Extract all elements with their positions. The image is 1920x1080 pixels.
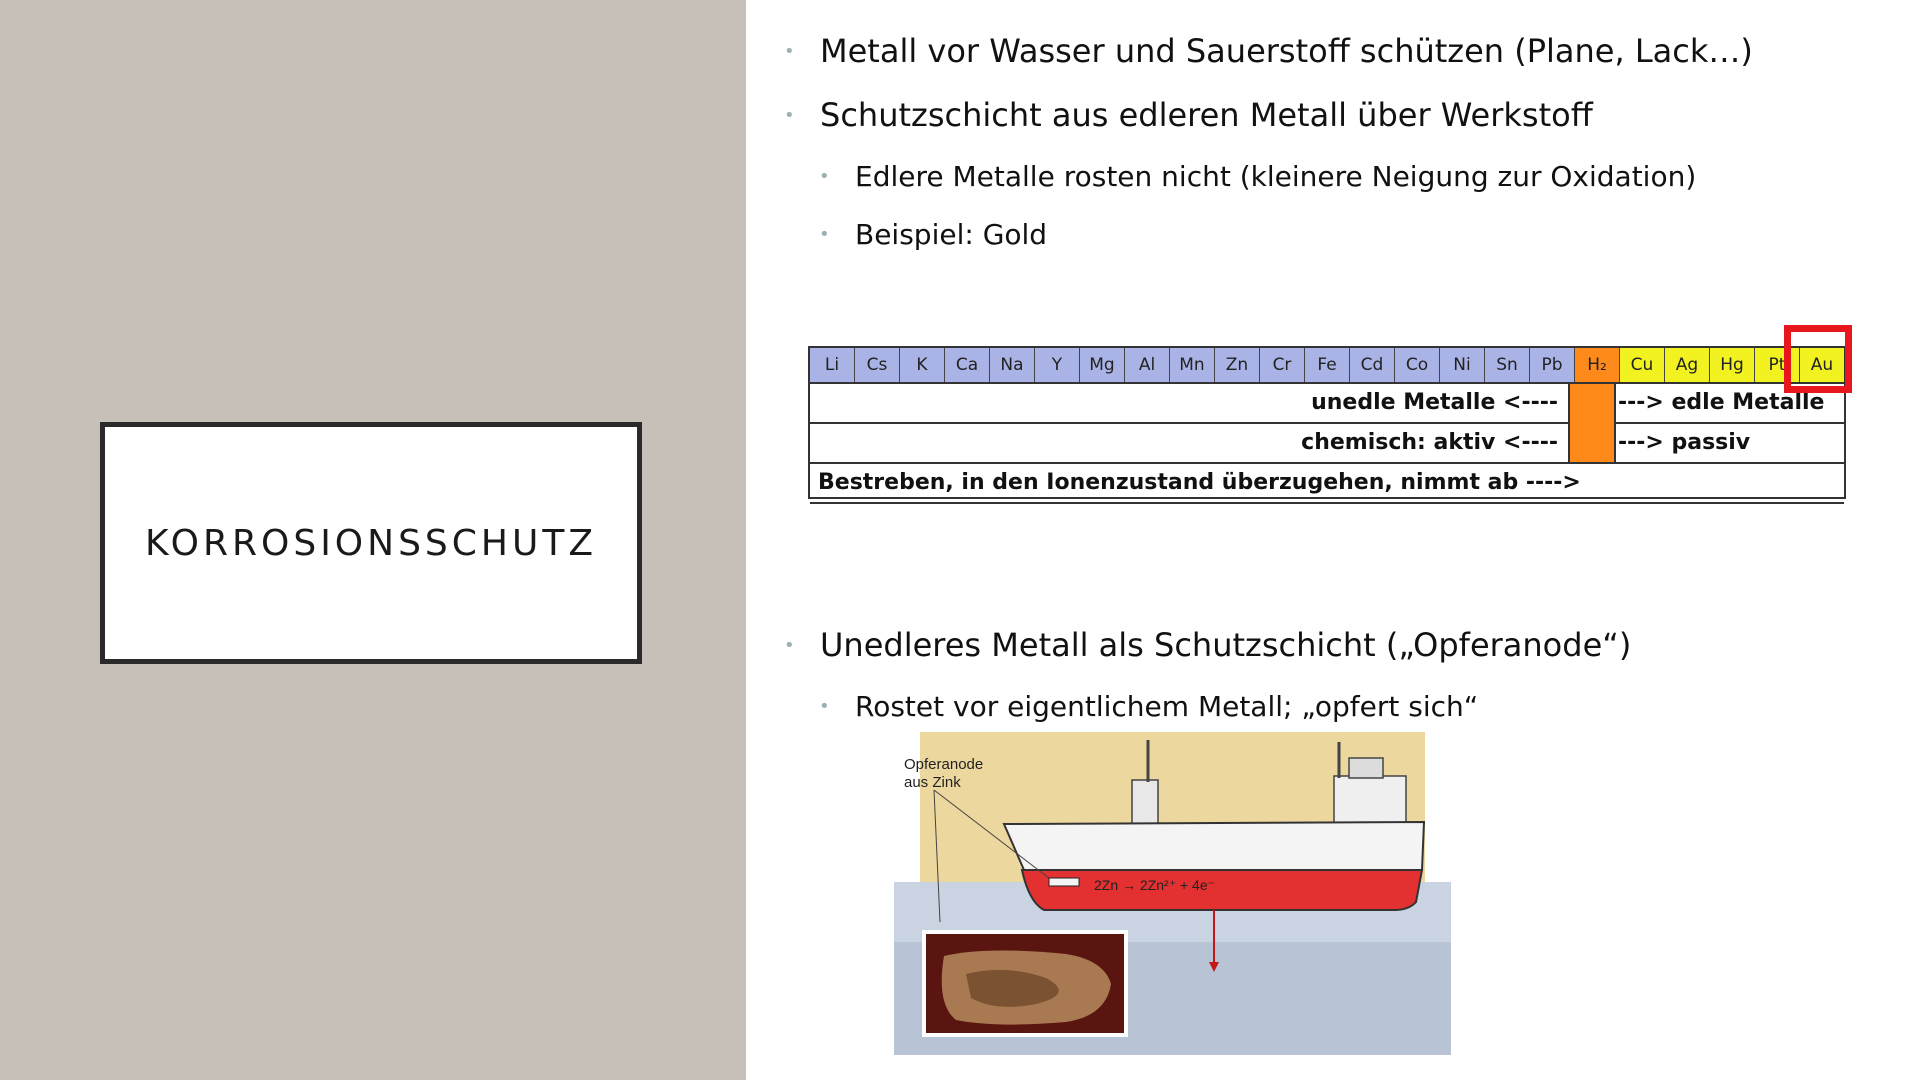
bullet-1: [784, 32, 1753, 70]
element-cell: Hg: [1710, 348, 1755, 382]
element-cell: Au: [1800, 348, 1844, 382]
element-cell: Cd: [1350, 348, 1395, 382]
element-cell: Ag: [1665, 348, 1710, 382]
bullet-dot-icon: •: [819, 696, 830, 717]
element-cell: Sn: [1485, 348, 1530, 382]
element-cell: Al: [1125, 348, 1170, 382]
series-row-tendency: [810, 464, 1844, 504]
zinc-anode-block: [1049, 878, 1079, 886]
bullet-dot-icon: •: [819, 166, 830, 187]
element-cell: Pt: [1755, 348, 1800, 382]
bridge-top: [1349, 758, 1383, 778]
sub-bullet-1: [819, 160, 1697, 193]
element-cell: Cr: [1260, 348, 1305, 382]
bullet-3: [784, 626, 1632, 664]
title-box: [100, 422, 642, 664]
gold-highlight-box: [1784, 325, 1852, 393]
reaction-equation: 2Zn → 2Zn²⁺ + 4e⁻: [1094, 877, 1215, 893]
hydrogen-column: [1568, 384, 1616, 462]
sub-bullet-3: [819, 690, 1479, 723]
bullet-text: Metall vor Wasser und Sauerstoff schützen (Plane, Lack…): [820, 32, 1753, 70]
active-label: chemisch: aktiv <----: [1301, 430, 1558, 455]
element-cell: Fe: [1305, 348, 1350, 382]
element-cell: H₂: [1575, 348, 1620, 382]
ionization-tendency-label: Bestreben, in den Ionenzustand überzugehen, nimmt ab ---->: [818, 470, 1581, 495]
zinc-anode-photo-drawing: [926, 934, 1124, 1033]
sub-bullet-2: [819, 218, 1048, 251]
anode-label-2: aus Zink: [904, 774, 961, 791]
element-cell: K: [900, 348, 945, 382]
passive-label: ---> passiv: [1618, 430, 1751, 455]
bullet-text: Schutzschicht aus edleren Metall über Werkstoff: [820, 96, 1593, 134]
element-cell: Y: [1035, 348, 1080, 382]
bullet-dot-icon: •: [784, 634, 795, 656]
hull-top: [1004, 822, 1424, 870]
bullet-dot-icon: •: [784, 104, 795, 126]
bullet-2: [784, 96, 1593, 134]
element-cell: Zn: [1215, 348, 1260, 382]
bullet-text: Edlere Metalle rosten nicht (kleinere Neigung zur Oxidation): [855, 160, 1697, 193]
anode-label-1: Opferanode: [904, 756, 984, 773]
element-cell: Co: [1395, 348, 1440, 382]
element-cell: Cu: [1620, 348, 1665, 382]
element-cell: Pb: [1530, 348, 1575, 382]
bridge-structure: [1334, 776, 1406, 826]
element-cell: Na: [990, 348, 1035, 382]
front-mast-structure: [1132, 780, 1158, 824]
electrochemical-series-table: [808, 346, 1846, 499]
element-cell: Ca: [945, 348, 990, 382]
base-metals-label: unedle Metalle <----: [1311, 390, 1558, 415]
element-cell: Li: [810, 348, 855, 382]
slide-title: KORROSIONSSCHUTZ: [145, 522, 597, 564]
zinc-anode-photo: [922, 930, 1128, 1037]
element-cell: Cs: [855, 348, 900, 382]
element-symbols-row: [810, 348, 1844, 384]
series-row-metals: [810, 384, 1844, 424]
noble-metals-label: ---> edle Metalle: [1618, 390, 1825, 415]
hull-bottom: [1022, 870, 1422, 910]
series-row-activity: [810, 424, 1844, 464]
bullet-text: Unedleres Metall als Schutzschicht („Opferanode“): [820, 626, 1632, 664]
bullet-text: Rostet vor eigentlichem Metall; „opfert sich“: [855, 690, 1479, 723]
bullet-dot-icon: •: [784, 40, 795, 62]
element-cell: Ni: [1440, 348, 1485, 382]
bullet-dot-icon: •: [819, 224, 830, 245]
element-cell: Mg: [1080, 348, 1125, 382]
bullet-text: Beispiel: Gold: [855, 218, 1048, 251]
element-cell: Mn: [1170, 348, 1215, 382]
